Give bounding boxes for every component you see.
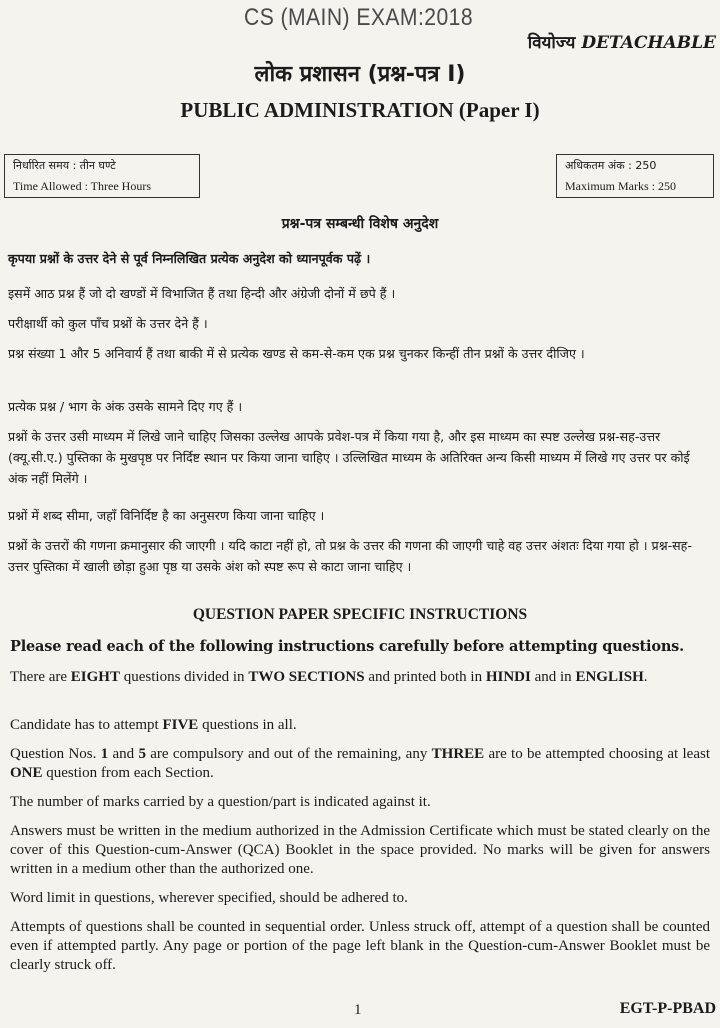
- english-instruction-item-3: [10, 745, 710, 783]
- text-run: and: [108, 746, 139, 762]
- text-run-bold: HINDI: [485, 669, 531, 685]
- english-instruction-item-6: Word limit in questions, wherever specified, should be adhered to.: [10, 890, 408, 906]
- hindi-instruction-item: परीक्षार्थी को कुल पाँच प्रश्नों के उत्तर देने हैं ।: [8, 316, 208, 331]
- text-run-bold: 5: [138, 746, 146, 762]
- text-run: questions divided in: [119, 669, 249, 685]
- hindi-instructions-lead: कृपया प्रश्नों के उत्तर देने से पूर्व निम्नलिखित प्रत्येक अनुदेश को ध्यानपूर्वक पढ़ें ।: [8, 251, 371, 266]
- text-run-bold: ENGLISH: [575, 669, 644, 685]
- hindi-instruction-item: प्रत्येक प्रश्न / भाग के अंक उसके सामने दिए गए हैं ।: [8, 399, 243, 414]
- hindi-instruction-item: इसमें आठ प्रश्न हैं जो दो खण्डों में विभाजित हैं तथा हिन्दी और अंग्रेजी दोनों में छपे हैं ।: [8, 286, 396, 301]
- english-instruction-item-5: Answers must be written in the medium authorized in the Admission Certificate which must be stated clearly on the cover of this Question-cum-Answer (QCA) Booklet in the space provided. No marks will be given for answers written in a medium other than the authorized one.: [10, 823, 710, 877]
- text-run: and in: [530, 669, 576, 685]
- hindi-instruction-item: प्रश्नों के उत्तर उसी माध्यम में लिखे जाने चाहिए जिसका उल्लेख आपके प्रवेश-पत्र में किया गया है, और इस माध्यम का स्पष्ट उल्लेख प्रश्न-सह-उत्तर (क्यू.सी.ए.) पुस्तिका के मुखपृष्ठ पर निर्दिष्ट स्थान पर किया जाना चाहिए । उल्लिखित माध्यम के अतिरिक्त अन्य किसी माध्यम में लिखे गए उत्तर पर कोई अंक नहीं मिलेंगे ।: [8, 429, 690, 486]
- time-allowed-en: Time Allowed : Three Hours: [13, 179, 151, 193]
- text-run: question from each Section.: [42, 765, 214, 781]
- maximum-marks-hi: अधिकतम अंक : 250: [565, 159, 657, 172]
- hindi-instruction-item: प्रश्न संख्या 1 और 5 अनिवार्य हैं तथा बाकी में से प्रत्येक खण्ड से कम-से-कम एक प्रश्न चुनकर किन्हीं तीन प्रश्नों के उत्तर दीजिए ।: [8, 346, 585, 361]
- detachable-hi: वियोज्य: [527, 33, 576, 53]
- text-run-bold: THREE: [431, 746, 485, 762]
- time-allowed-hi: निर्धारित समय : तीन घण्टे: [13, 159, 116, 172]
- english-instructions-lead: Please read each of the following instructions carefully before attempting questions.: [10, 638, 684, 655]
- text-run: are to be attempted choosing at least: [484, 746, 710, 762]
- text-run-bold: EIGHT: [70, 669, 120, 685]
- text-run-bold: 1: [100, 746, 109, 762]
- hindi-instruction-item: प्रश्नों के उत्तरों की गणना क्रमानुसार की जाएगी । यदि काटा नहीं हो, तो प्रश्न के उत्तर की गणना की जाएगी चाहे वह उत्तर अंशतः दिया गया हो । प्रश्न-सह-उत्तर पुस्तिका में खाली छोड़ा हुआ पृष्ठ या उसके अंश को स्पष्ट रूप से काटा जाना चाहिए ।: [8, 538, 692, 574]
- english-instruction-item-7: Attempts of questions shall be counted in sequential order. Unless struck off, attempt of a question shall be counted even if attempted partly. Any page or portion of the page left blank in the Question-cum-Answer Booklet must be clearly struck off.: [10, 919, 710, 973]
- title-english: PUBLIC ADMINISTRATION (Paper I): [180, 98, 540, 122]
- detachable-en: DETACHABLE: [581, 33, 716, 53]
- time-allowed-box: [4, 154, 200, 198]
- text-run: Candidate has to attempt: [10, 717, 163, 733]
- maximum-marks-box: [556, 154, 714, 198]
- english-instruction-item-4: The number of marks carried by a question/part is indicated against it.: [10, 794, 431, 810]
- text-run: Question Nos.: [10, 746, 101, 762]
- text-run-bold: TWO SECTIONS: [248, 669, 365, 685]
- english-instructions-heading: QUESTION PAPER SPECIFIC INSTRUCTIONS: [192, 606, 528, 623]
- exam-name: CS (MAIN) EXAM:2018: [244, 4, 474, 31]
- paper-code: EGT-P-PBAD: [619, 1000, 716, 1017]
- text-run-bold: ONE: [10, 765, 43, 781]
- text-run: questions in all.: [198, 717, 297, 733]
- detachable-label: [528, 30, 716, 53]
- hindi-instruction-item: प्रश्नों में शब्द सीमा, जहाँ विनिर्दिष्ट है का अनुसरण किया जाना चाहिए ।: [8, 508, 325, 523]
- text-run: are compulsory and out of the remaining, any: [145, 746, 432, 762]
- english-instruction-item-1: [10, 668, 710, 687]
- title-hindi: लोक प्रशासन (प्रश्न-पत्र I): [254, 62, 466, 87]
- text-run: There are: [10, 669, 71, 685]
- text-run: .: [643, 669, 648, 685]
- page-number: 1: [354, 1002, 362, 1018]
- hindi-instructions-heading: प्रश्न-पत्र सम्बन्धी विशेष अनुदेश: [281, 216, 439, 232]
- text-run: and printed both in: [364, 669, 486, 685]
- maximum-marks-en: Maximum Marks : 250: [565, 179, 676, 193]
- english-instruction-item-2: [10, 716, 710, 735]
- text-run-bold: FIVE: [162, 717, 199, 733]
